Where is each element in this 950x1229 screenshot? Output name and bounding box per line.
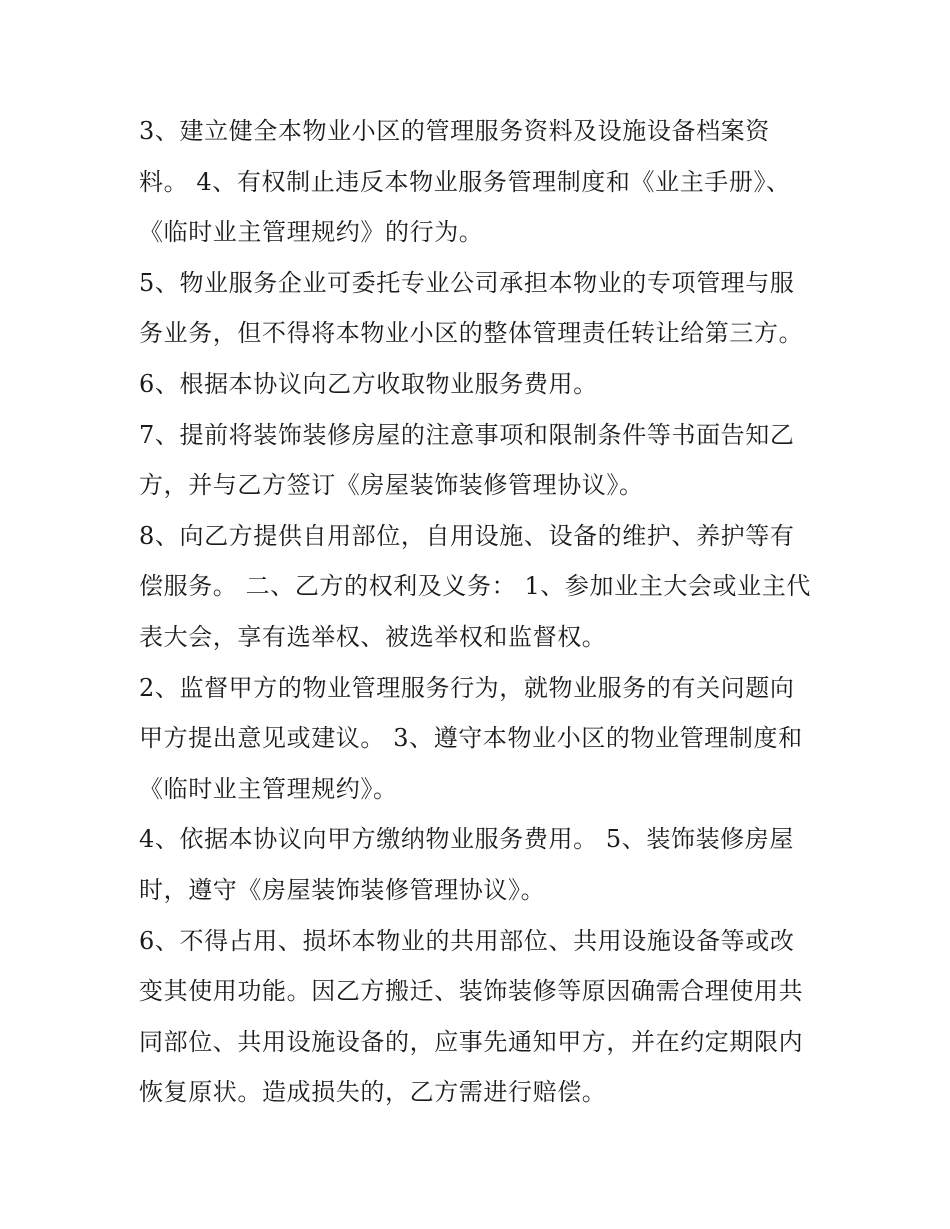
text-line-20: 恢复原状。造成损失的，乙方需进行赔偿。	[139, 1078, 607, 1106]
text-line-5: 务业务，但不得将本物业小区的整体管理责任转让给第三方。	[139, 319, 804, 347]
text-line-12: 2、监督甲方的物业管理服务行为，就物业服务的有关问题向	[139, 674, 795, 702]
text-line-9: 8、向乙方提供自用部位，自用设施、设备的维护、养护等有	[139, 522, 795, 550]
text-line-8: 方，并与乙方签订《房屋装饰装修管理协议》。	[139, 471, 644, 499]
text-line-10: 偿服务。 二、乙方的权利及义务： 1、参加业主大会或业主代	[139, 572, 811, 600]
text-line-7: 7、提前将装饰装修房屋的注意事项和限制条件等书面告知乙	[139, 421, 795, 449]
text-line-1: 3、建立健全本物业小区的管理服务资料及设施设备档案资	[139, 117, 770, 145]
text-line-6: 6、根据本协议向乙方收取物业服务费用。	[139, 370, 598, 398]
text-line-13: 甲方提出意见或建议。 3、遵守本物业小区的物业管理制度和	[139, 724, 803, 752]
text-line-19: 同部位、共用设施设备的，应事先通知甲方，并在约定期限内	[139, 1028, 804, 1056]
text-line-16: 时，遵守《房屋装饰装修管理协议》。	[139, 876, 546, 904]
text-line-15: 4、依据本协议向甲方缴纳物业服务费用。 5、装饰装修房屋	[139, 825, 794, 853]
text-line-2: 料。 4、有权制止违反本物业服务管理制度和《业主手册》、	[139, 168, 791, 196]
text-line-14: 《临时业主管理规约》。	[139, 775, 398, 803]
text-line-3: 《临时业主管理规约》的行为。	[139, 218, 484, 246]
text-line-4: 5、物业服务企业可委托专业公司承担本物业的专项管理与服	[139, 269, 795, 297]
text-line-17: 6、不得占用、损坏本物业的共用部位、共用设施设备等或改	[139, 927, 795, 955]
text-line-18: 变其使用功能。因乙方搬迁、装饰装修等原因确需合理使用共	[139, 977, 804, 1005]
text-line-11: 表大会，享有选举权、被选举权和监督权。	[139, 623, 607, 651]
